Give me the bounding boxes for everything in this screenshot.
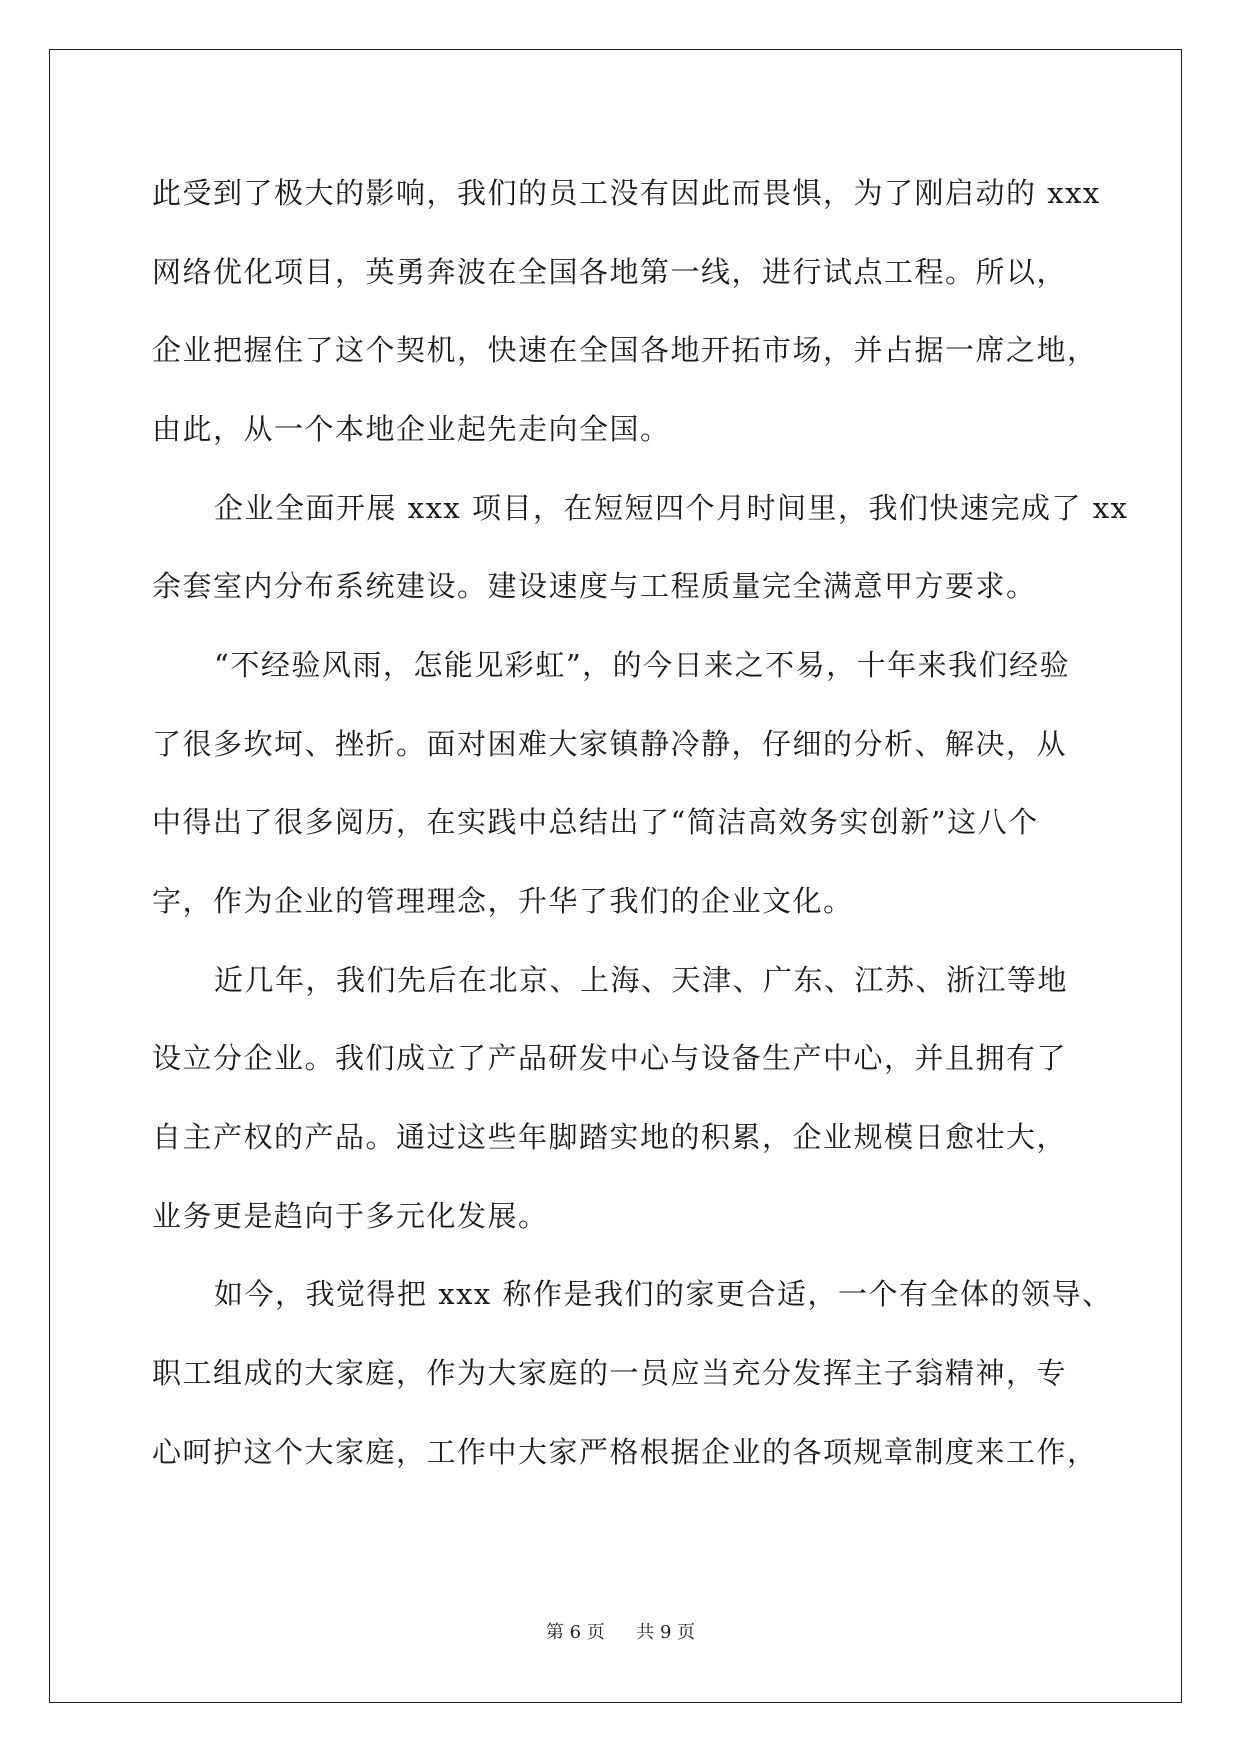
- text-line: 中得出了很多阅历，在实践中总结出了“简洁高效务实创新”这八个: [152, 805, 1039, 839]
- page-number: 第 6 页: [545, 1622, 605, 1643]
- text-line: 心呵护这个大家庭，工作中大家严格根据企业的各项规章制度来工作，: [152, 1435, 1098, 1469]
- text-line: “不经验风雨，怎能见彩虹”，的今日来之不易，十年来我们经验: [214, 648, 1071, 682]
- text-line: 由此，从一个本地企业起先走向全国。: [152, 412, 671, 446]
- text-line: 自主产权的产品。通过这些年脚踏实地的积累，企业规模日愈壮大，: [152, 1120, 1068, 1154]
- text-line: 近几年，我们先后在北京、上海、天津、广东、江苏、浙江等地: [214, 963, 1069, 997]
- text-line: 此受到了极大的影响，我们的员工没有因此而畏惧，为了刚启动的 xxx: [152, 176, 1101, 210]
- text-line: 余套室内分布系统建设。建设速度与工程质量完全满意甲方要求。: [152, 569, 1037, 603]
- text-line: 字，作为企业的管理理念，升华了我们的企业文化。: [152, 884, 854, 918]
- page-total: 共 9 页: [636, 1622, 696, 1643]
- text-line: 企业把握住了这个契机，快速在全国各地开拓市场，并占据一席之地，: [152, 333, 1098, 367]
- text-line: 职工组成的大家庭，作为大家庭的一员应当充分发挥主子翁精神，专: [152, 1356, 1068, 1390]
- text-line: 如今，我觉得把 xxx 称作是我们的家更合适，一个有全体的领导、: [214, 1277, 1113, 1311]
- text-line: 了很多坎坷、挫折。面对困难大家镇静冷静，仔细的分析、解决，从: [152, 727, 1068, 761]
- text-line: 企业全面开展 xxx 项目，在短短四个月时间里，我们快速完成了 xx: [214, 491, 1129, 525]
- text-line: 网络优化项目，英勇奔波在全国各地第一线，进行试点工程。所以，: [152, 255, 1068, 289]
- text-line: 设立分企业。我们成立了产品研发中心与设备生产中心，并且拥有了: [152, 1041, 1068, 1075]
- page-footer: [0, 1618, 1241, 1644]
- text-line: 业务更是趋向于多元化发展。: [152, 1199, 549, 1233]
